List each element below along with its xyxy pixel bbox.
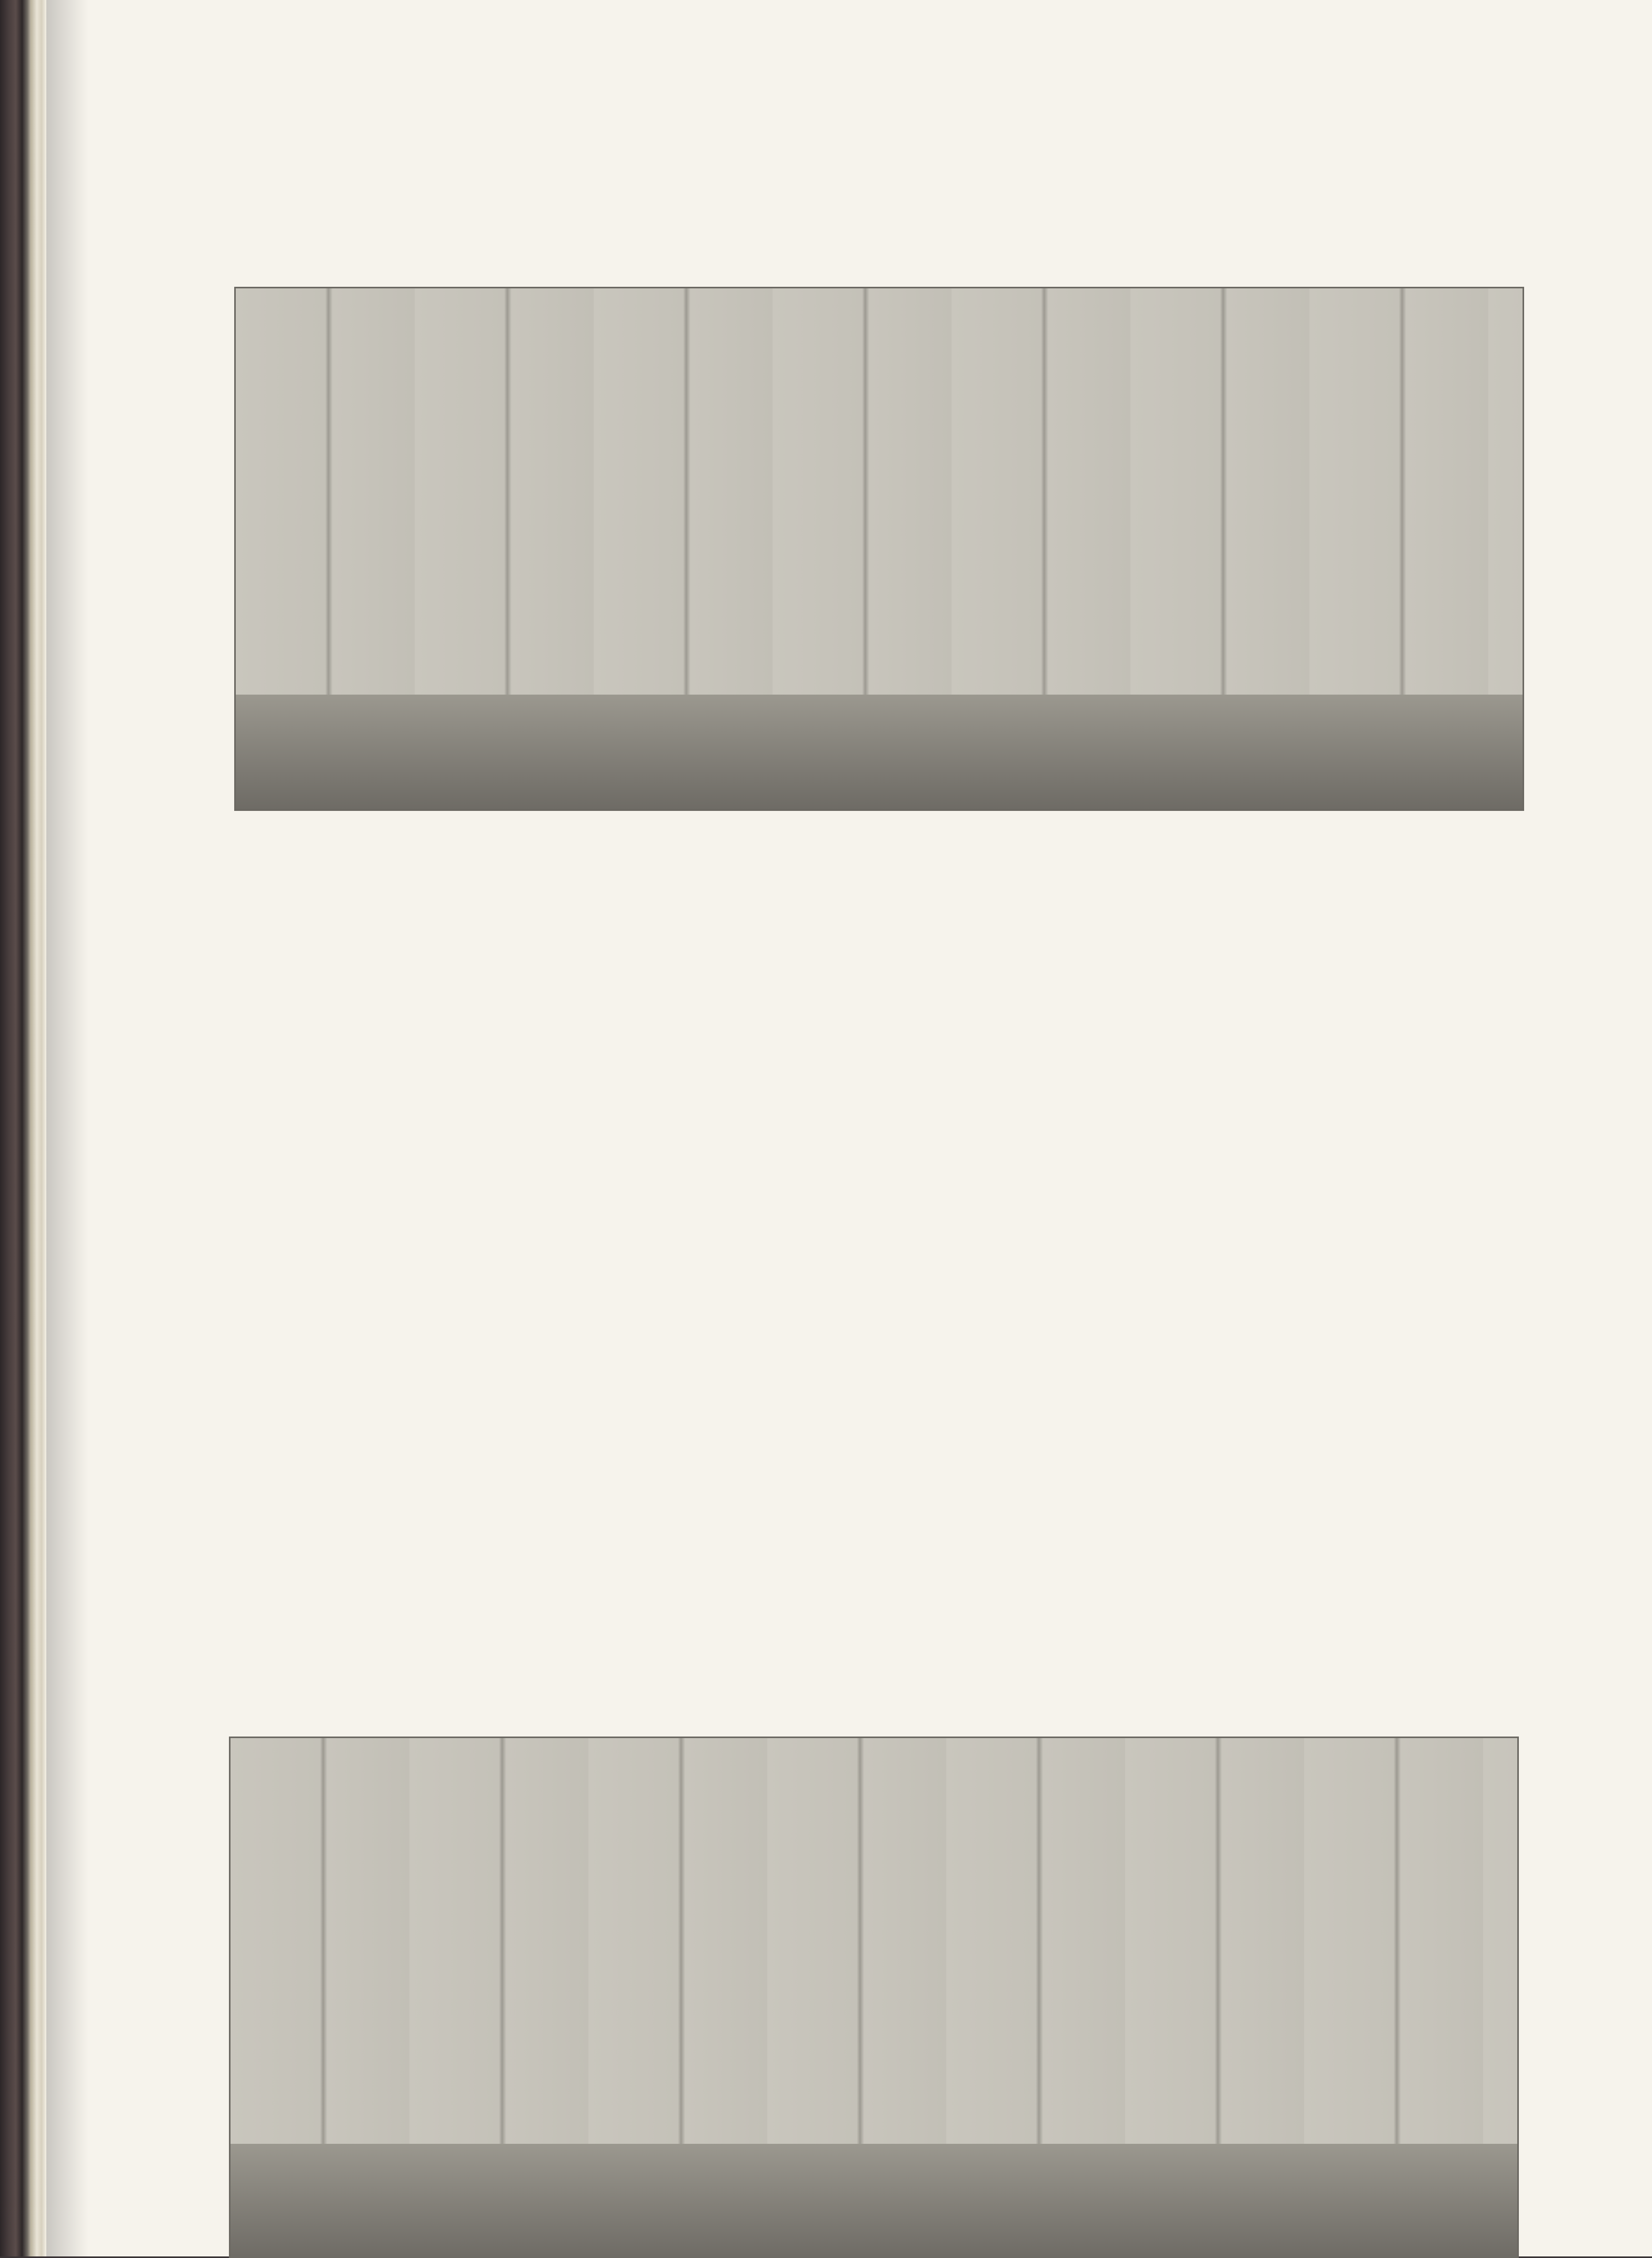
page-gutter-shadow <box>46 0 88 2256</box>
photo-floor <box>231 2144 1517 2258</box>
mixed-glee-club-photo <box>234 287 1524 811</box>
book-binding <box>0 0 32 2256</box>
article-right-column <box>918 1021 1531 1027</box>
photo-floor <box>236 695 1523 809</box>
girls-glee-club-photo <box>229 1737 1519 2258</box>
page-stack-edge <box>31 0 46 2256</box>
article-left-column <box>229 1021 845 1027</box>
